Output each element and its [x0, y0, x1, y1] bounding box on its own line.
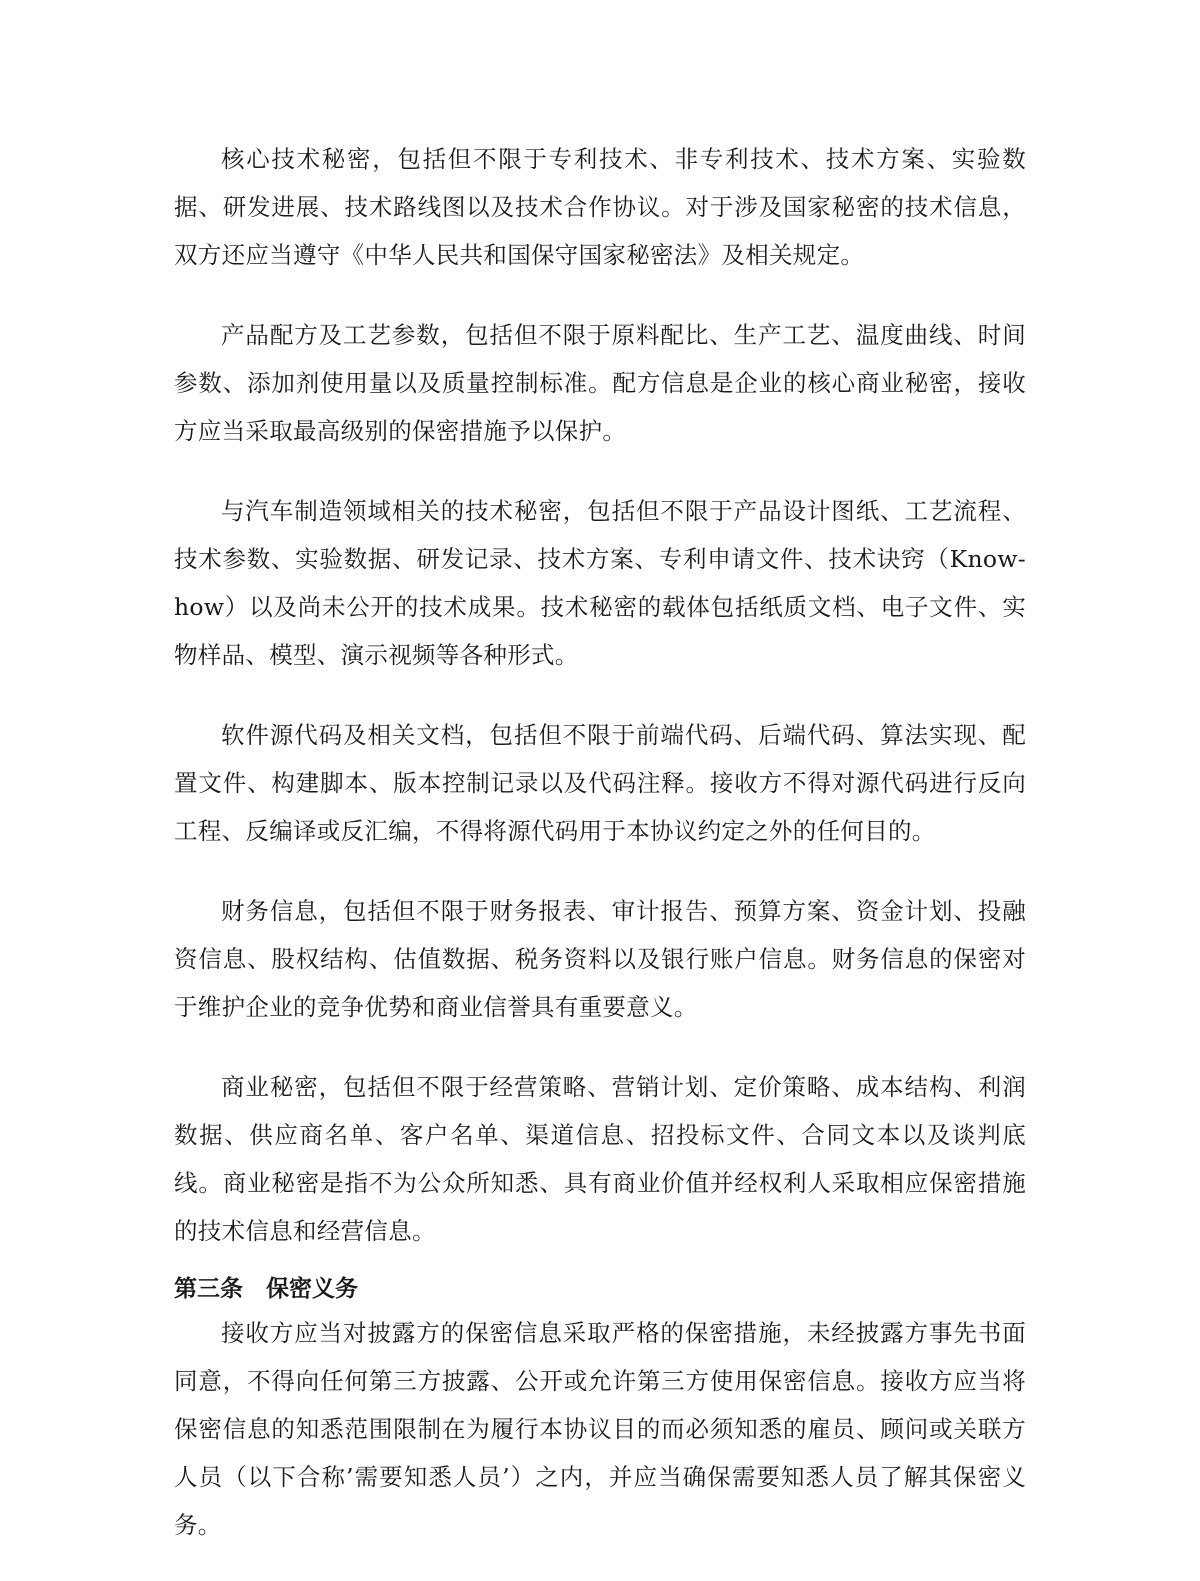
paragraph-business-secrets: 商业秘密，包括但不限于经营策略、营销计划、定价策略、成本结构、利润数据、供应商名单、客户名单、渠道信息、招投标文件、合同文本以及谈判底线。商业秘密是指不为公众所知悉、具有商业价值并经权利人采取相应保密措施的技术信息和经营信息。 [174, 1073, 1026, 1245]
paragraph-financial-info: 财务信息，包括但不限于财务报表、审计报告、预算方案、资金计划、投融资信息、股权结构、估值数据、税务资料以及银行账户信息。财务信息的保密对于维护企业的竞争优势和商业信誉具有重要意义。 [174, 897, 1026, 1021]
paragraph-source-code: 软件源代码及相关文档，包括但不限于前端代码、后端代码、算法实现、配置文件、构建脚本、版本控制记录以及代码注释。接收方不得对源代码进行反向工程、反编译或反汇编，不得将源代码用于本协议约定之外的任何目的。 [174, 721, 1026, 845]
section-heading: 第三条 保密义务 [174, 1276, 358, 1302]
paragraph-automotive-tech: 与汽车制造领域相关的技术秘密，包括但不限于产品设计图纸、工艺流程、技术参数、实验数据、研发记录、技术方案、专利申请文件、技术诀窍（Know-how）以及尚未公开的技术成果。技术秘密的载体包括纸质文档、电子文件、实物样品、模型、演示视频等各种形式。 [174, 497, 1026, 669]
paragraph-formula-process: 产品配方及工艺参数，包括但不限于原料配比、生产工艺、温度曲线、时间参数、添加剂使用量以及质量控制标准。配方信息是企业的核心商业秘密，接收方应当采取最高级别的保密措施予以保护。 [174, 321, 1026, 445]
document-page [174, 135, 1026, 1581]
paragraph-confidentiality-obligation: 接收方应当对披露方的保密信息采取严格的保密措施，未经披露方事先书面同意，不得向任何第三方披露、公开或允许第三方使用保密信息。接收方应当将保密信息的知悉范围限制在为履行本协议目的而必须知悉的雇员、顾问或关联方人员（以下合称’需要知悉人员’）之内，并应当确保需要知悉人员了解其保密义务。 [174, 1319, 1026, 1539]
paragraph-core-tech-secrets: 核心技术秘密，包括但不限于专利技术、非专利技术、技术方案、实验数据、研发进展、技术路线图以及技术合作协议。对于涉及国家秘密的技术信息，双方还应当遵守《中华人民共和国保守国家秘密法》及相关规定。 [174, 145, 1026, 269]
